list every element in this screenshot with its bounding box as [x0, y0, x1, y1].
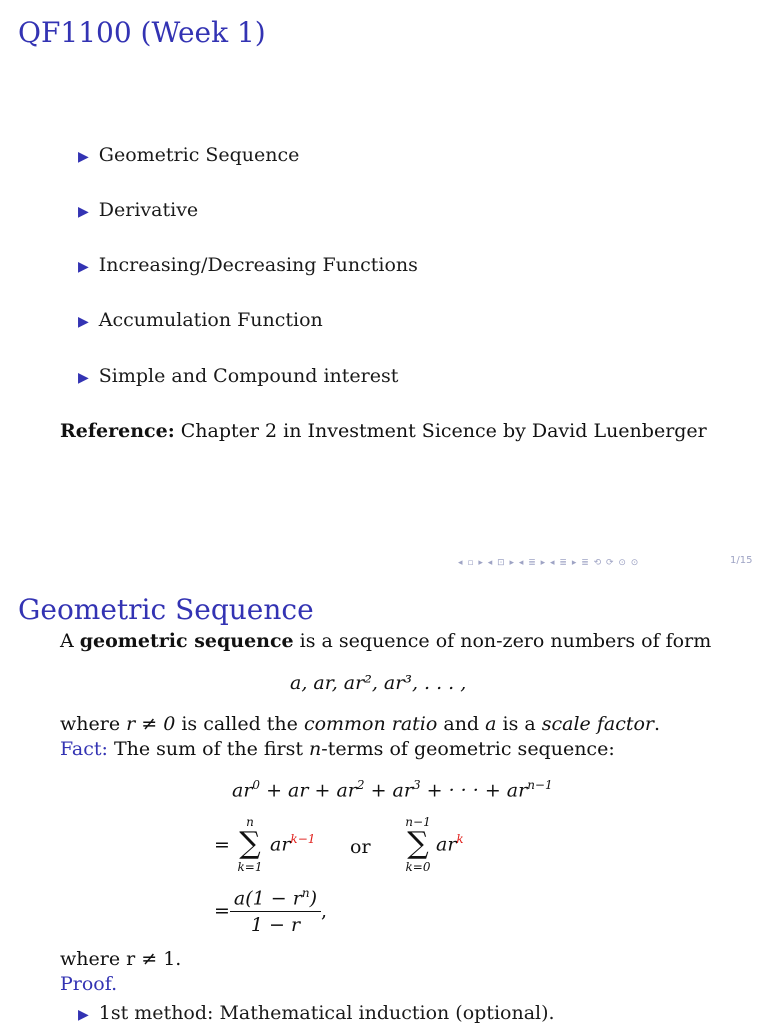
reference-label: Reference:	[60, 420, 175, 442]
closed-form-formula: = $\frac{a(1 - r^n)}{1 - r}$ ,	[214, 886, 328, 937]
bullet-triangle-icon: ▶	[78, 259, 89, 275]
list-item: ▶ Accumulation Function	[78, 309, 323, 331]
sum-expansion-formula: $ar^0$ + ar + $ar^2 + ar^3$ + · · · + $ar^{n-1}$	[232, 778, 553, 802]
or-text: or	[350, 836, 371, 858]
list-item: ▶ 1st method: Mathematical induction (optional).	[78, 1002, 555, 1024]
sequence-formula: a, ar, ar², ar³, . . . ,	[290, 672, 467, 694]
bullet-triangle-icon: ▶	[78, 1007, 89, 1023]
slide2-title: Geometric Sequence	[18, 593, 314, 626]
beamer-navigation-icons[interactable]: ◂ ▫ ▸ ◂ ⊡ ▸ ◂ ≣ ▸ ◂ ≣ ▸ ≣ ⟲ ⟳ ⊙ ⊙	[458, 558, 640, 568]
list-item: ▶ Geometric Sequence	[78, 144, 300, 166]
intro-text: A geometric sequence is a sequence of non-zero numbers of form	[60, 630, 712, 652]
list-item: ▶ Increasing/Decreasing Functions	[78, 254, 418, 276]
reference-line	[60, 420, 707, 442]
page-number: 1/15	[730, 555, 753, 566]
fact-label: Fact:	[60, 738, 108, 760]
bullet-triangle-icon: ▶	[78, 314, 89, 330]
bullet-triangle-icon: ▶	[78, 204, 89, 220]
proof-label: Proof.	[60, 973, 118, 995]
reference-text: Chapter 2 in Investment Sicence by David Luenberger	[174, 420, 707, 442]
slide1-title: QF1100 (Week 1)	[18, 16, 266, 49]
list-item: ▶ Simple and Compound interest	[78, 365, 399, 387]
bullet-triangle-icon: ▶	[78, 370, 89, 386]
list-item: ▶ Derivative	[78, 199, 199, 221]
fact-text: Fact: The sum of the first n-terms of geometric sequence:	[60, 738, 615, 760]
bullet-triangle-icon: ▶	[78, 149, 89, 165]
where-text: where r ≠ 0 is called the common ratio and a is a scale factor.	[60, 713, 661, 735]
condition-text: where r ≠ 1.	[60, 948, 182, 970]
